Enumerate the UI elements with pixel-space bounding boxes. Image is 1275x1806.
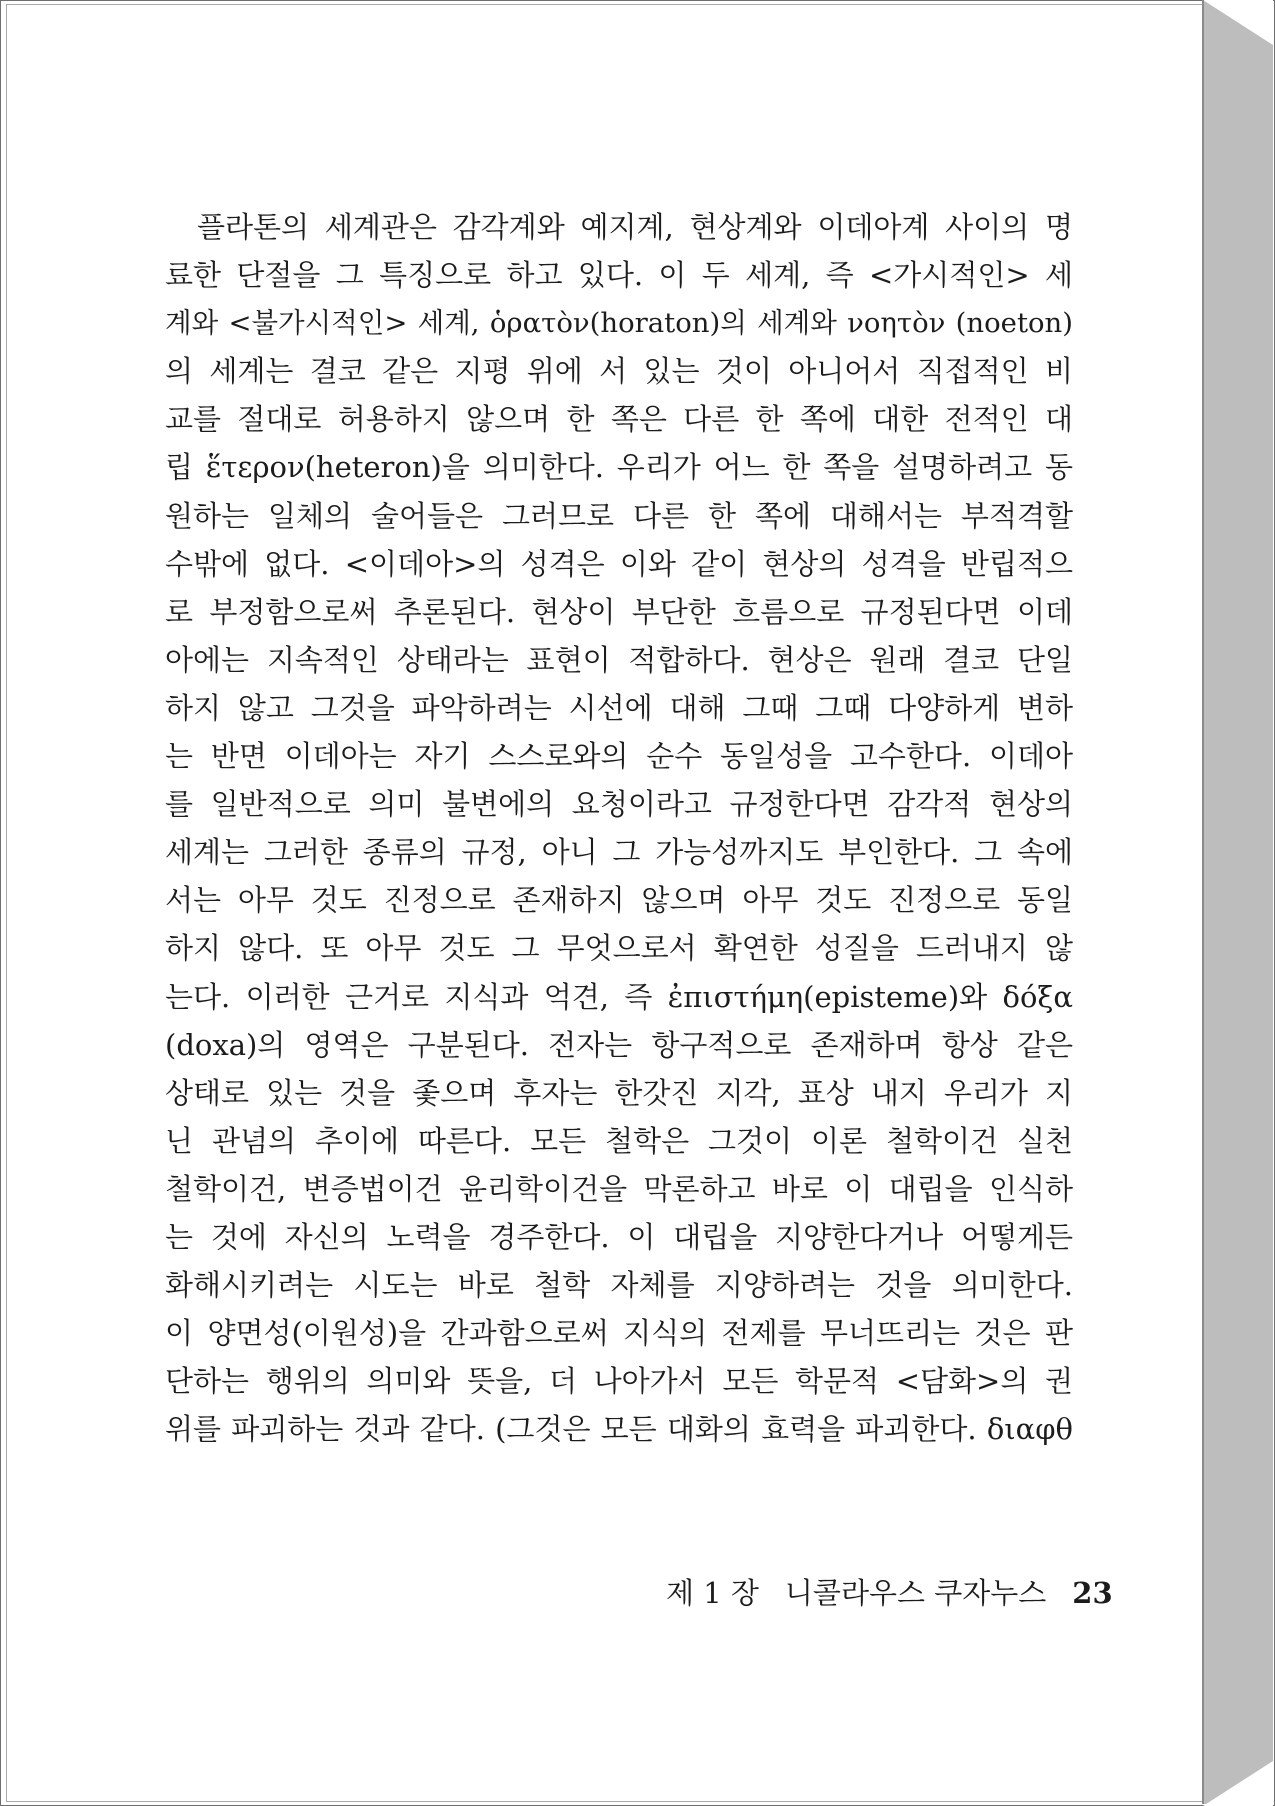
text-line: 수밖에 없다. <이데아>의 성격은 이와 같이 현상의 성격을 반립적으	[165, 546, 1073, 581]
spine-top-bevel	[1203, 0, 1273, 45]
text-line: 료한 단절을 그 특징으로 하고 있다. 이 두 세계, 즉 <가시적인> 세	[165, 258, 1073, 293]
text-line: 이 양면성(이원성)을 간과함으로써 지식의 전제를 무너뜨리는 것은 판	[165, 1316, 1073, 1351]
chapter-title: 니콜라우스 쿠자누스	[784, 1576, 1047, 1610]
text-line: 하지 않고 그것을 파악하려는 시선에 대해 그때 그때 다양하게 변하	[165, 690, 1073, 725]
text-line: 단하는 행위의 의미와 뜻을, 더 나아가서 모든 학문적 <담화>의 권	[165, 1364, 1073, 1399]
text-line: 립 ἕτερον(heteron)을 의미한다. 우리가 어느 한 쪽을 설명하려고 동	[165, 450, 1073, 485]
body-text	[165, 203, 1073, 1453]
text-line: 상태로 있는 것을 좇으며 후자는 한갓진 지각, 표상 내지 우리가 지	[165, 1075, 1073, 1110]
text-line: 는다. 이러한 근거로 지식과 억견, 즉 ἐπιστήμη(episteme)와 δόξα	[165, 979, 1073, 1014]
text-line: 화해시키려는 시도는 바로 철학 자체를 지양하려는 것을 의미한다.	[165, 1268, 1073, 1303]
text-line: 를 일반적으로 의미 불변에의 요청이라고 규정한다면 감각적 현상의	[165, 787, 1073, 822]
text-line: 의 세계는 결코 같은 지평 위에 서 있는 것이 아니어서 직접적인 비	[165, 354, 1073, 389]
text-line: 는 것에 자신의 노력을 경주한다. 이 대립을 지양한다거나 어떻게든	[165, 1219, 1073, 1254]
text-line: 서는 아무 것도 진정으로 존재하지 않으며 아무 것도 진정으로 동일	[165, 883, 1073, 918]
text-line: 세계는 그러한 종류의 규정, 아니 그 가능성까지도 부인한다. 그 속에	[165, 835, 1073, 870]
running-footer	[666, 1573, 1113, 1613]
text-line: 아에는 지속적인 상태라는 표현이 적합하다. 현상은 원래 결코 단일	[165, 642, 1073, 677]
book-spine	[1203, 0, 1273, 1804]
text-line: 계와 <불가시적인> 세계, ὁρατὸν(horaton)의 세계와 νοητὸν (noeton)	[165, 307, 1073, 340]
spine-bottom-bevel	[1203, 1761, 1273, 1806]
spine-edge	[1202, 0, 1204, 1804]
text-line: 는 반면 이데아는 자기 스스로와의 순수 동일성을 고수한다. 이데아	[165, 739, 1073, 774]
page-number: 23	[1072, 1576, 1113, 1610]
text-line: 원하는 일체의 술어들은 그러므로 다른 한 쪽에 대해서는 부적격할	[165, 498, 1073, 533]
text-line: 교를 절대로 허용하지 않으며 한 쪽은 다른 한 쪽에 대한 전적인 대	[165, 402, 1073, 437]
text-line: 위를 파괴하는 것과 같다. (그것은 모든 대화의 효력을 파괴한다. διαφθ	[165, 1412, 1073, 1447]
text-line: 로 부정함으로써 추론된다. 현상이 부단한 흐름으로 규정된다면 이데	[165, 594, 1073, 629]
text-line: 철학이건, 변증법이건 윤리학이건을 막론하고 바로 이 대립을 인식하	[165, 1171, 1073, 1206]
text-line: (doxa)의 영역은 구분된다. 전자는 항구적으로 존재하며 항상 같은	[165, 1027, 1073, 1062]
text-line: 플라톤의 세계관은 감각계와 예지계, 현상계와 이데아계 사이의 명	[197, 210, 1073, 244]
text-line: 닌 관념의 추이에 따른다. 모든 철학은 그것이 이론 철학이건 실천	[165, 1123, 1073, 1158]
chapter-label: 제 1 장	[666, 1576, 759, 1610]
text-line: 하지 않다. 또 아무 것도 그 무엇으로서 확연한 성질을 드러내지 않	[165, 931, 1073, 966]
